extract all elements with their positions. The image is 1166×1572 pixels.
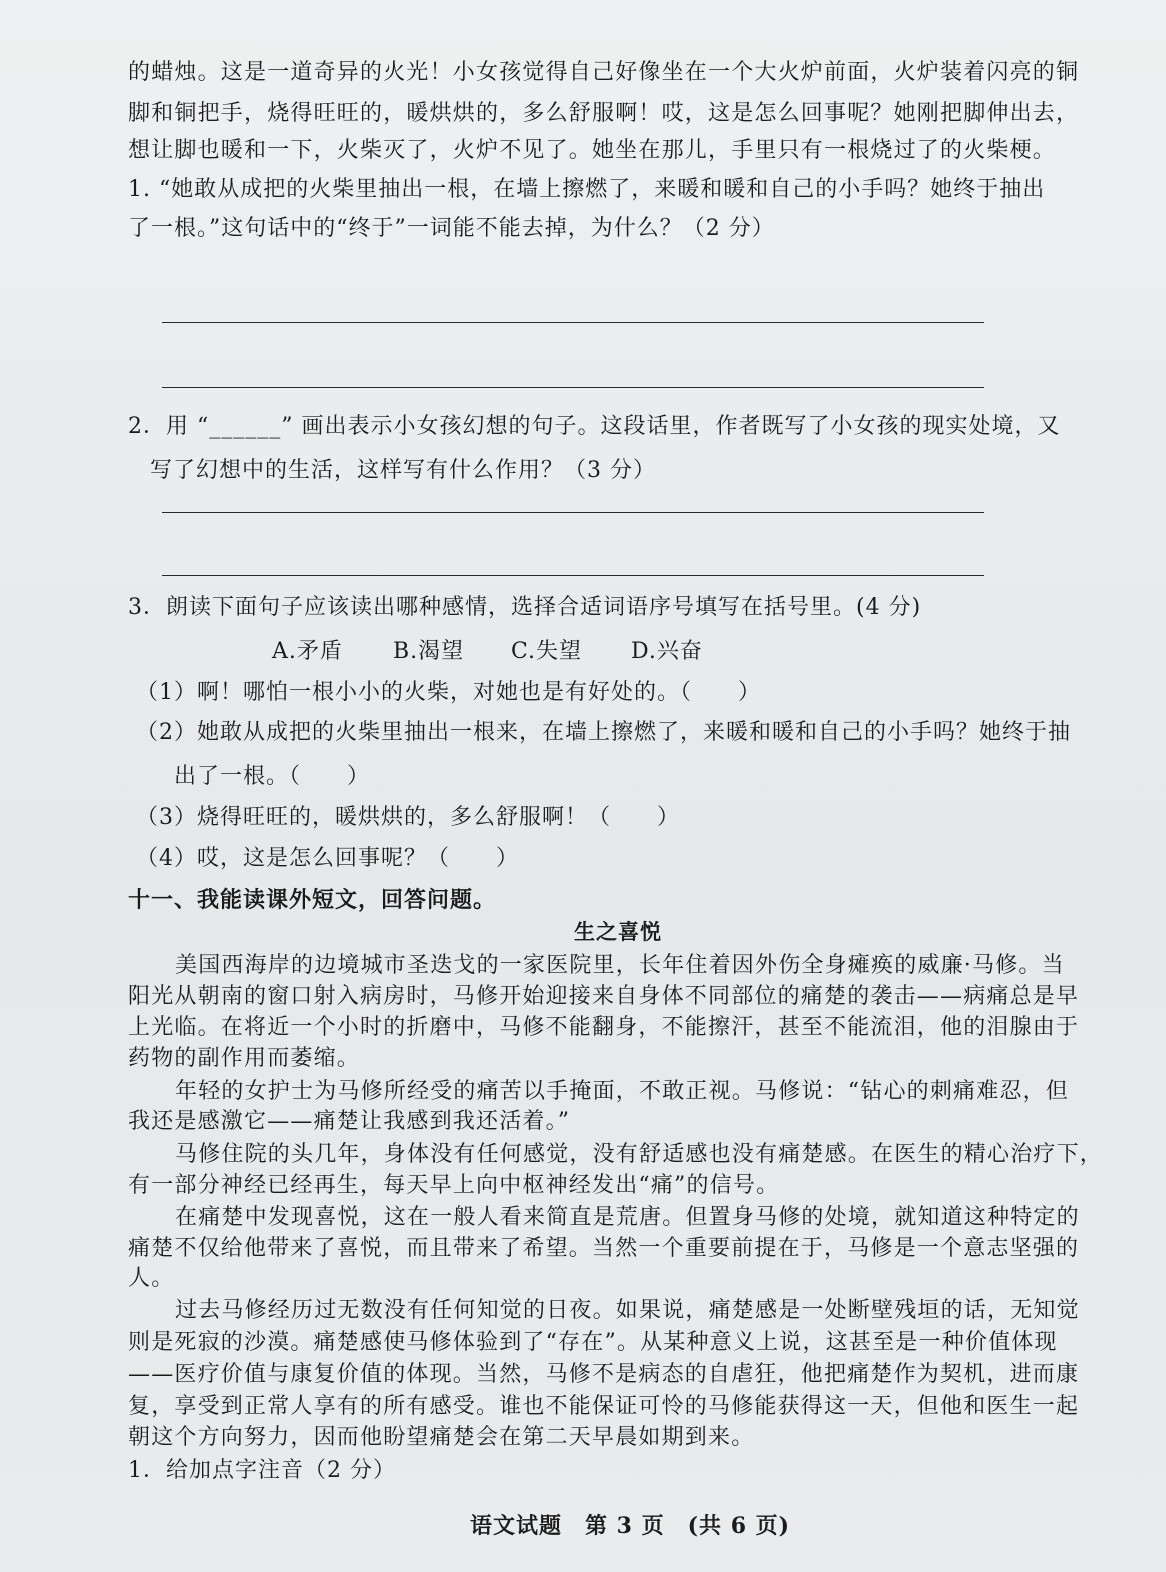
article-line: 年轻的女护士为马修所经受的痛苦以手掩面，不敢正视。马修说：“钻心的刺痛难忍，但 — [175, 1079, 1070, 1104]
option-d: D.兴奋 — [631, 639, 703, 664]
answer-line[interactable] — [162, 322, 984, 323]
question-1-text: 1. “她敢从成把的火柴里抽出一根，在墙上擦燃了，来暖和暖和自己的小手吗？她终于抽出 — [128, 177, 1046, 202]
question-3-item: （4）哎，这是怎么回事呢？（ ） — [136, 846, 519, 871]
question-2-text: 2．用 “______” 画出表示小女孩幻想的句子。这段话里，作者既写了小女孩的现实处境，又 — [128, 414, 1061, 439]
option-a: A.矛盾 — [272, 639, 343, 664]
passage-line: 脚和铜把手，烧得旺旺的，暖烘烘的，多么舒服啊！哎，这是怎么回事呢？她刚把脚伸出去， — [128, 101, 1080, 126]
article-line: 马修住院的头几年，身体没有任何感觉，没有舒适感也没有痛楚感。在医生的精心治疗下， — [175, 1142, 1104, 1167]
article-line: 过去马修经历过无数没有任何知觉的日夜。如果说，痛楚感是一处断壁残垣的话，无知觉 — [175, 1298, 1080, 1323]
article-line: 阳光从朝南的窗口射入病房时，马修开始迎接来自身体不同部位的痛楚的袭击——病痛总是早 — [128, 984, 1080, 1009]
answer-line[interactable] — [162, 575, 984, 576]
passage-line: 想让脚也暖和一下，火柴灭了，火炉不见了。她坐在那儿，手里只有一根烧过了的火柴梗。 — [128, 138, 1057, 163]
section-11-question-1: 1．给加点字注音（2 分） — [128, 1458, 396, 1483]
passage-line: 的蜡烛。这是一道奇异的火光！小女孩觉得自己好像坐在一个大火炉前面，火炉装着闪亮的铜 — [128, 60, 1080, 85]
question-3-item: （3）烧得旺旺的，暖烘烘的，多么舒服啊！（ ） — [136, 805, 680, 830]
article-line: 在痛楚中发现喜悦，这在一般人看来简直是荒唐。但置身马修的处境，就知道这种特定的 — [175, 1205, 1080, 1230]
option-c: C.失望 — [511, 639, 583, 664]
page-footer: 语文试题 第 3 页 (共 6 页) — [470, 1513, 791, 1539]
article-line: 有一部分神经已经再生，每天早上向中枢神经发出“痛”的信号。 — [128, 1173, 780, 1198]
question-3-item: （1）啊！哪怕一根小小的火柴，对她也是有好处的。（ ） — [136, 680, 761, 705]
question-3-item: 出了一根。（ ） — [174, 764, 371, 789]
article-line: 复，享受到正常人享有的所有感受。谁也不能保证可怜的马修能获得这一天，但他和医生一起 — [128, 1394, 1080, 1419]
option-b: B.渴望 — [393, 639, 465, 664]
article-title: 生之喜悦 — [574, 919, 662, 944]
answer-line[interactable] — [162, 512, 984, 513]
article-line: 上光临。在将近一个小时的折磨中，马修不能翻身，不能擦汗，甚至不能流泪，他的泪腺由于 — [128, 1015, 1080, 1040]
article-line: 药物的副作用而萎缩。 — [128, 1046, 361, 1071]
question-3-item: （2）她敢从成把的火柴里抽出一根来，在墙上擦燃了，来暖和暖和自己的小手吗？她终于抽 — [136, 720, 1072, 745]
section-heading: 十一、我能读课外短文，回答问题。 — [128, 887, 497, 913]
article-line: 我还是感激它——痛楚让我感到我还活着。” — [128, 1109, 571, 1134]
article-line: ——医疗价值与康复价值的体现。当然，马修不是病态的自虐狂，他把痛楚作为契机，进而康 — [128, 1362, 1080, 1387]
article-line: 则是死寂的沙漠。痛楚感使马修体验到了“存在”。从某种意义上说，这甚至是一种价值体现 — [128, 1330, 1058, 1355]
article-line: 美国西海岸的边境城市圣迭戈的一家医院里，长年住着因外伤全身瘫痪的威廉·马修。当 — [175, 953, 1065, 978]
article-line: 痛楚不仅给他带来了喜悦，而且带来了希望。当然一个重要前提在于，马修是一个意志坚强的 — [128, 1236, 1080, 1261]
question-2-text: 写了幻想中的生活，这样写有什么作用？（3 分） — [150, 458, 656, 483]
question-1-text: 了一根。”这句话中的“终于”一词能不能去掉，为什么？（2 分） — [128, 216, 775, 241]
article-line: 人。 — [128, 1266, 175, 1291]
article-line: 朝这个方向努力，因而他盼望痛楚会在第二天早晨如期到来。 — [128, 1425, 755, 1450]
question-3-title: 3．朗读下面句子应该读出哪种感情，选择合适词语序号填写在括号里。(4 分) — [128, 595, 922, 620]
answer-line[interactable] — [162, 387, 984, 388]
